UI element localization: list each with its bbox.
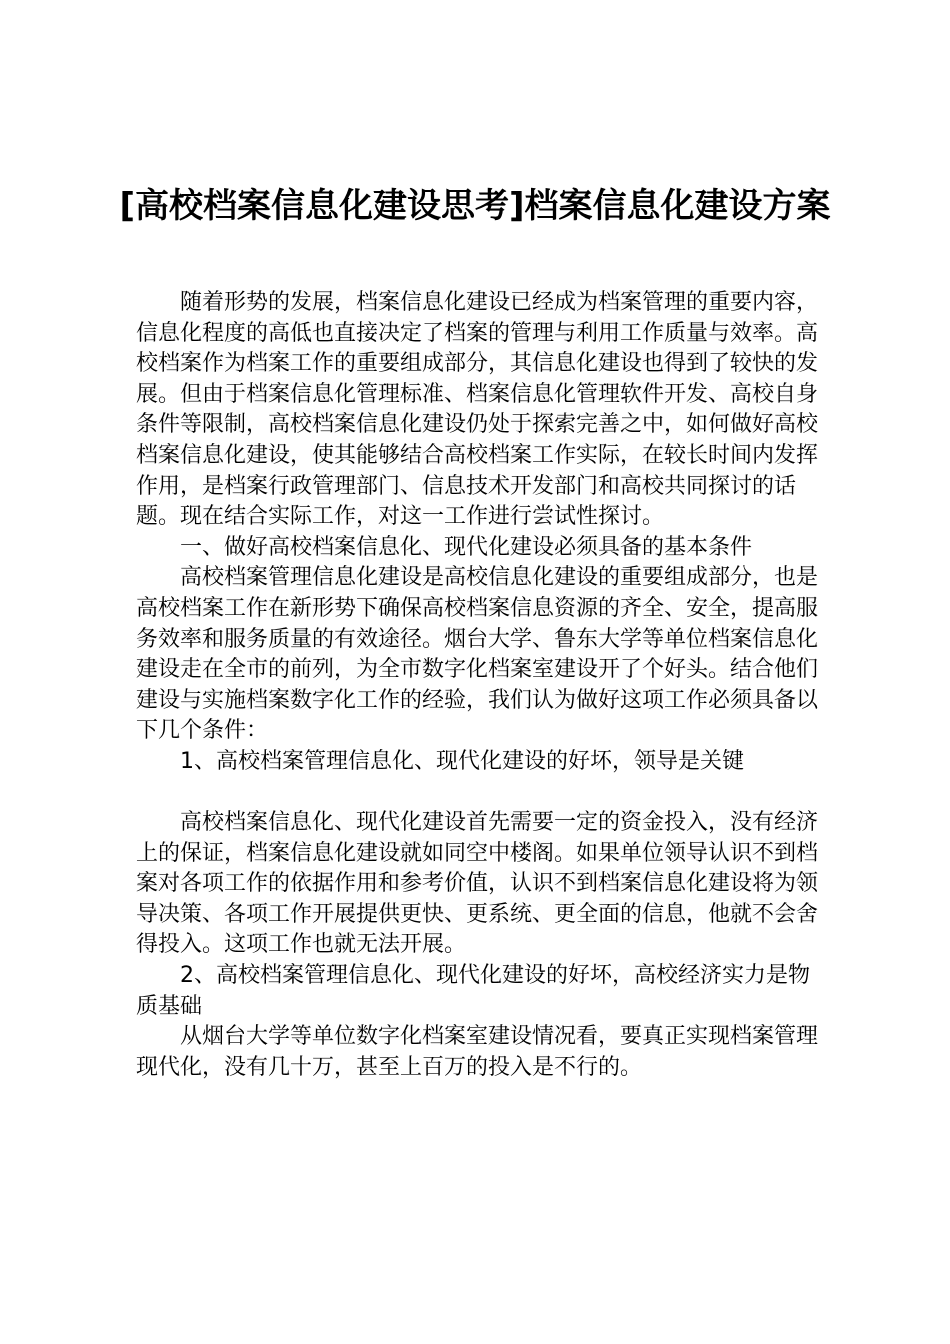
subheading-economic-strength: 2、高校档案管理信息化、现代化建设的好坏，高校经济实力是物质基础 — [136, 963, 810, 1019]
subheading-leadership: 1、高校档案管理信息化、现代化建设的好坏，领导是关键 — [180, 748, 744, 774]
paragraph-basic-conditions: 高校档案管理信息化建设是高校信息化建设的重要组成部分，也是高校档案工作在新形势下确保高校档案信息资源的齐全、安全，提高服务效率和服务质量的有效途径。烟台大学、鲁东大学等单位档案信息化建设走在全市的前列，为全市数字化档案室建设开了个好头。结合他们建设与实施档案数字化工作的经验，我们认为做好这项工作必须具备以下几个条件： — [136, 565, 819, 744]
document-title: [高校档案信息化建设思考]档案信息化建设方案 — [119, 186, 831, 226]
document-body — [136, 288, 826, 1083]
section-heading-basic-conditions: 一、做好高校档案信息化、现代化建设必须具备的基本条件 — [180, 534, 753, 560]
paragraph-leadership: 高校档案信息化、现代化建设首先需要一定的资金投入，没有经济上的保证，档案信息化建设就如同空中楼阁。如果单位领导认识不到档案对各项工作的依据作用和参考价值，认识不到档案信息化建设将为领导决策、各项工作开展提供更快、更系统、更全面的信息，他就不会舍得投入。这项工作也就无法开展。 — [136, 810, 819, 958]
paragraph-intro: 随着形势的发展，档案信息化建设已经成为档案管理的重要内容，信息化程度的高低也直接决定了档案的管理与利用工作质量与效率。高校档案作为档案工作的重要组成部分，其信息化建设也得到了较快的发展。但由于档案信息化管理标准、档案信息化管理软件开发、高校自身条件等限制，高校档案信息化建设仍处于探索完善之中，如何做好高校档案信息化建设，使其能够结合高校档案工作实际，在较长时间内发挥作用，是档案行政管理部门、信息技术开发部门和高校共同探讨的话题。现在结合实际工作，对这一工作进行尝试性探讨。 — [136, 290, 819, 530]
paragraph-economic-strength: 从烟台大学等单位数字化档案室建设情况看，要真正实现档案管理现代化，没有几十万，甚至上百万的投入是不行的。 — [136, 1024, 819, 1080]
blank-line — [136, 778, 826, 809]
